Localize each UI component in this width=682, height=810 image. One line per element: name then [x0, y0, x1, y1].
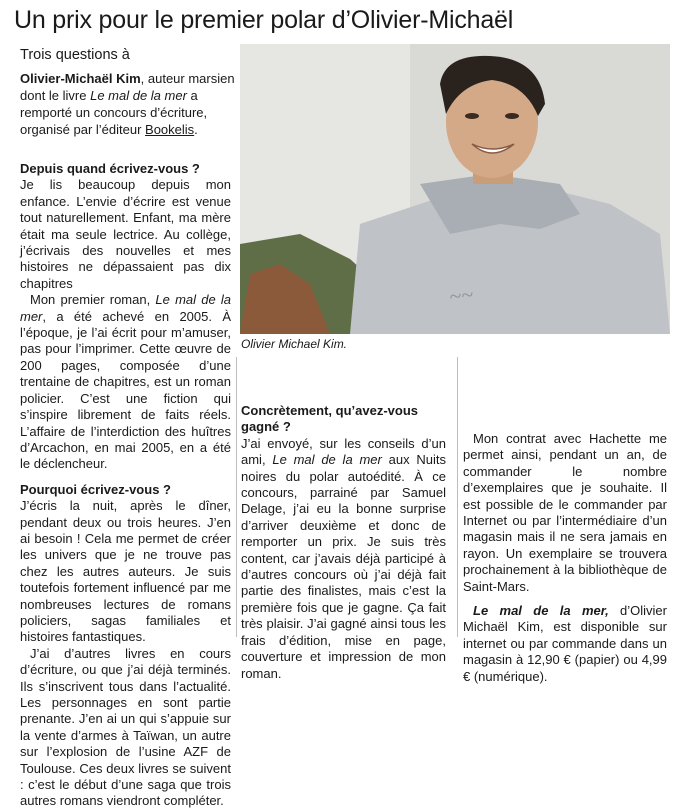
author-portrait-image: [240, 44, 670, 334]
book-title: Le mal de la mer,: [473, 603, 609, 619]
answer-text: , a été achevé en 2005. À l’époque, je l’ai écrit pour m’amuser, pas pour l’imprimer. Cette œuvre de 200 pages, composée d’une trentaine de chapitres, est un roman policier. C’est une fiction qui s’inspire librement de faits réels. L’affaire de l’interdiction des huîtres d’Arcachon, en mai 2005, en a été le déclencheur.: [20, 308, 231, 472]
answer-paragraph: Mon contrat avec Hachette me permet ainsi, pendant un an, de commander le nombre d’exemplaires que je souhaite. Il est possible de le commander par Internet ou par l’intermédiaire d’un magasin mais il ne sera jamais en rayon. Un exemplaire se trouvera prochainement à la bibliothèque de Saint-Mars.: [463, 431, 667, 594]
article-column-2: [241, 357, 446, 682]
question-heading: Concrètement, qu’avez-vous gagné ?: [241, 403, 418, 435]
book-availability: [463, 603, 667, 685]
answer-paragraph: Je lis beaucoup depuis mon enfance. L’envie d’écrire est venue tout naturellement. Enfant, ma mère était ma seule lectrice. Au collège, j’écrivais des nouvelles et mes histoires ne dépassaient pas dix chapitres: [20, 177, 231, 291]
photo-caption: Olivier Michael Kim.: [241, 337, 348, 351]
answer-text: aux Nuits noires du polar autoédité. À ce concours, parrainé par Samuel Delage, j’ai eu la bonne surprise d’arriver deuxième et donc de remporter un prix. Je suis très content, car j’avais déjà participé à d’autres concours où j’ai déjà fait partie des finalistes, mais c’est la première fois que je gagne. Ça fait très plaisir. J’ai gagné ainsi tous les frais d’édition, mise en page, couverture et impression de mon roman.: [241, 452, 446, 681]
question-heading: Depuis quand écrivez-vous ?: [20, 161, 200, 176]
answer-text: J’ai envoyé, sur les conseils d’un ami,: [241, 435, 446, 468]
column-divider: [457, 357, 458, 637]
answer-paragraph: [241, 436, 446, 682]
column-divider: [236, 357, 237, 637]
question-heading: Pourquoi écrivez-vous ?: [20, 481, 171, 497]
answer-paragraph: J’ai d’autres livres en cours d’écriture, ou que j’ai déjà terminés. Ils s’inscrivent tous dans l’actualité. Les personnages en sont partie prenante. J’en ai un qui s’appuie sur la vente d’armes à Taïwan, un autre sur l’explosion de l’usine AZF de Toulouse. Ces deux livres se suivent : c’est le début d’une saga que trois autres romans viendront compléter.: [20, 645, 231, 809]
intro-text: a remporté un concours d’écriture, organisé par l’éditeur: [20, 88, 208, 137]
author-photo: [240, 44, 670, 334]
publisher-link[interactable]: Bookelis: [145, 122, 195, 137]
svg-text:~~: ~~: [447, 281, 475, 309]
intro-book-title: Le mal de la mer: [90, 88, 187, 103]
headline: Un prix pour le premier polar d’Olivier-Michaël: [14, 6, 514, 34]
kicker: Trois questions à: [20, 47, 130, 63]
intro-text: .: [194, 122, 198, 137]
availability-text: d’Olivier Michaël Kim, est disponible sur internet ou par commande dans un magasin à 12,90 € (papier) ou 4,99 € (numérique).: [463, 603, 667, 684]
book-title: Le mal de la mer: [272, 452, 382, 468]
intro-text: , auteur marsien dont le livre: [20, 71, 235, 103]
article-column-3: [463, 357, 667, 685]
intro-name: Olivier-Michaël Kim: [20, 71, 141, 86]
intro: [20, 70, 238, 138]
book-title: Le mal de la mer: [20, 292, 232, 324]
answer-paragraph: [20, 292, 231, 472]
answer-paragraph: J’écris la nuit, après le dîner, pendant deux ou trois heures. J’en ai besoin ! Cela me permet de créer les univers que je ne trouve pas chez les autres auteurs. Je suis toutefois fortement influencé par me nombreuses lectures de romans policiers, sagas familiales et histoires fantastiques.: [20, 498, 231, 645]
article-column-1: [20, 161, 231, 810]
answer-text: Mon premier roman,: [30, 292, 156, 308]
